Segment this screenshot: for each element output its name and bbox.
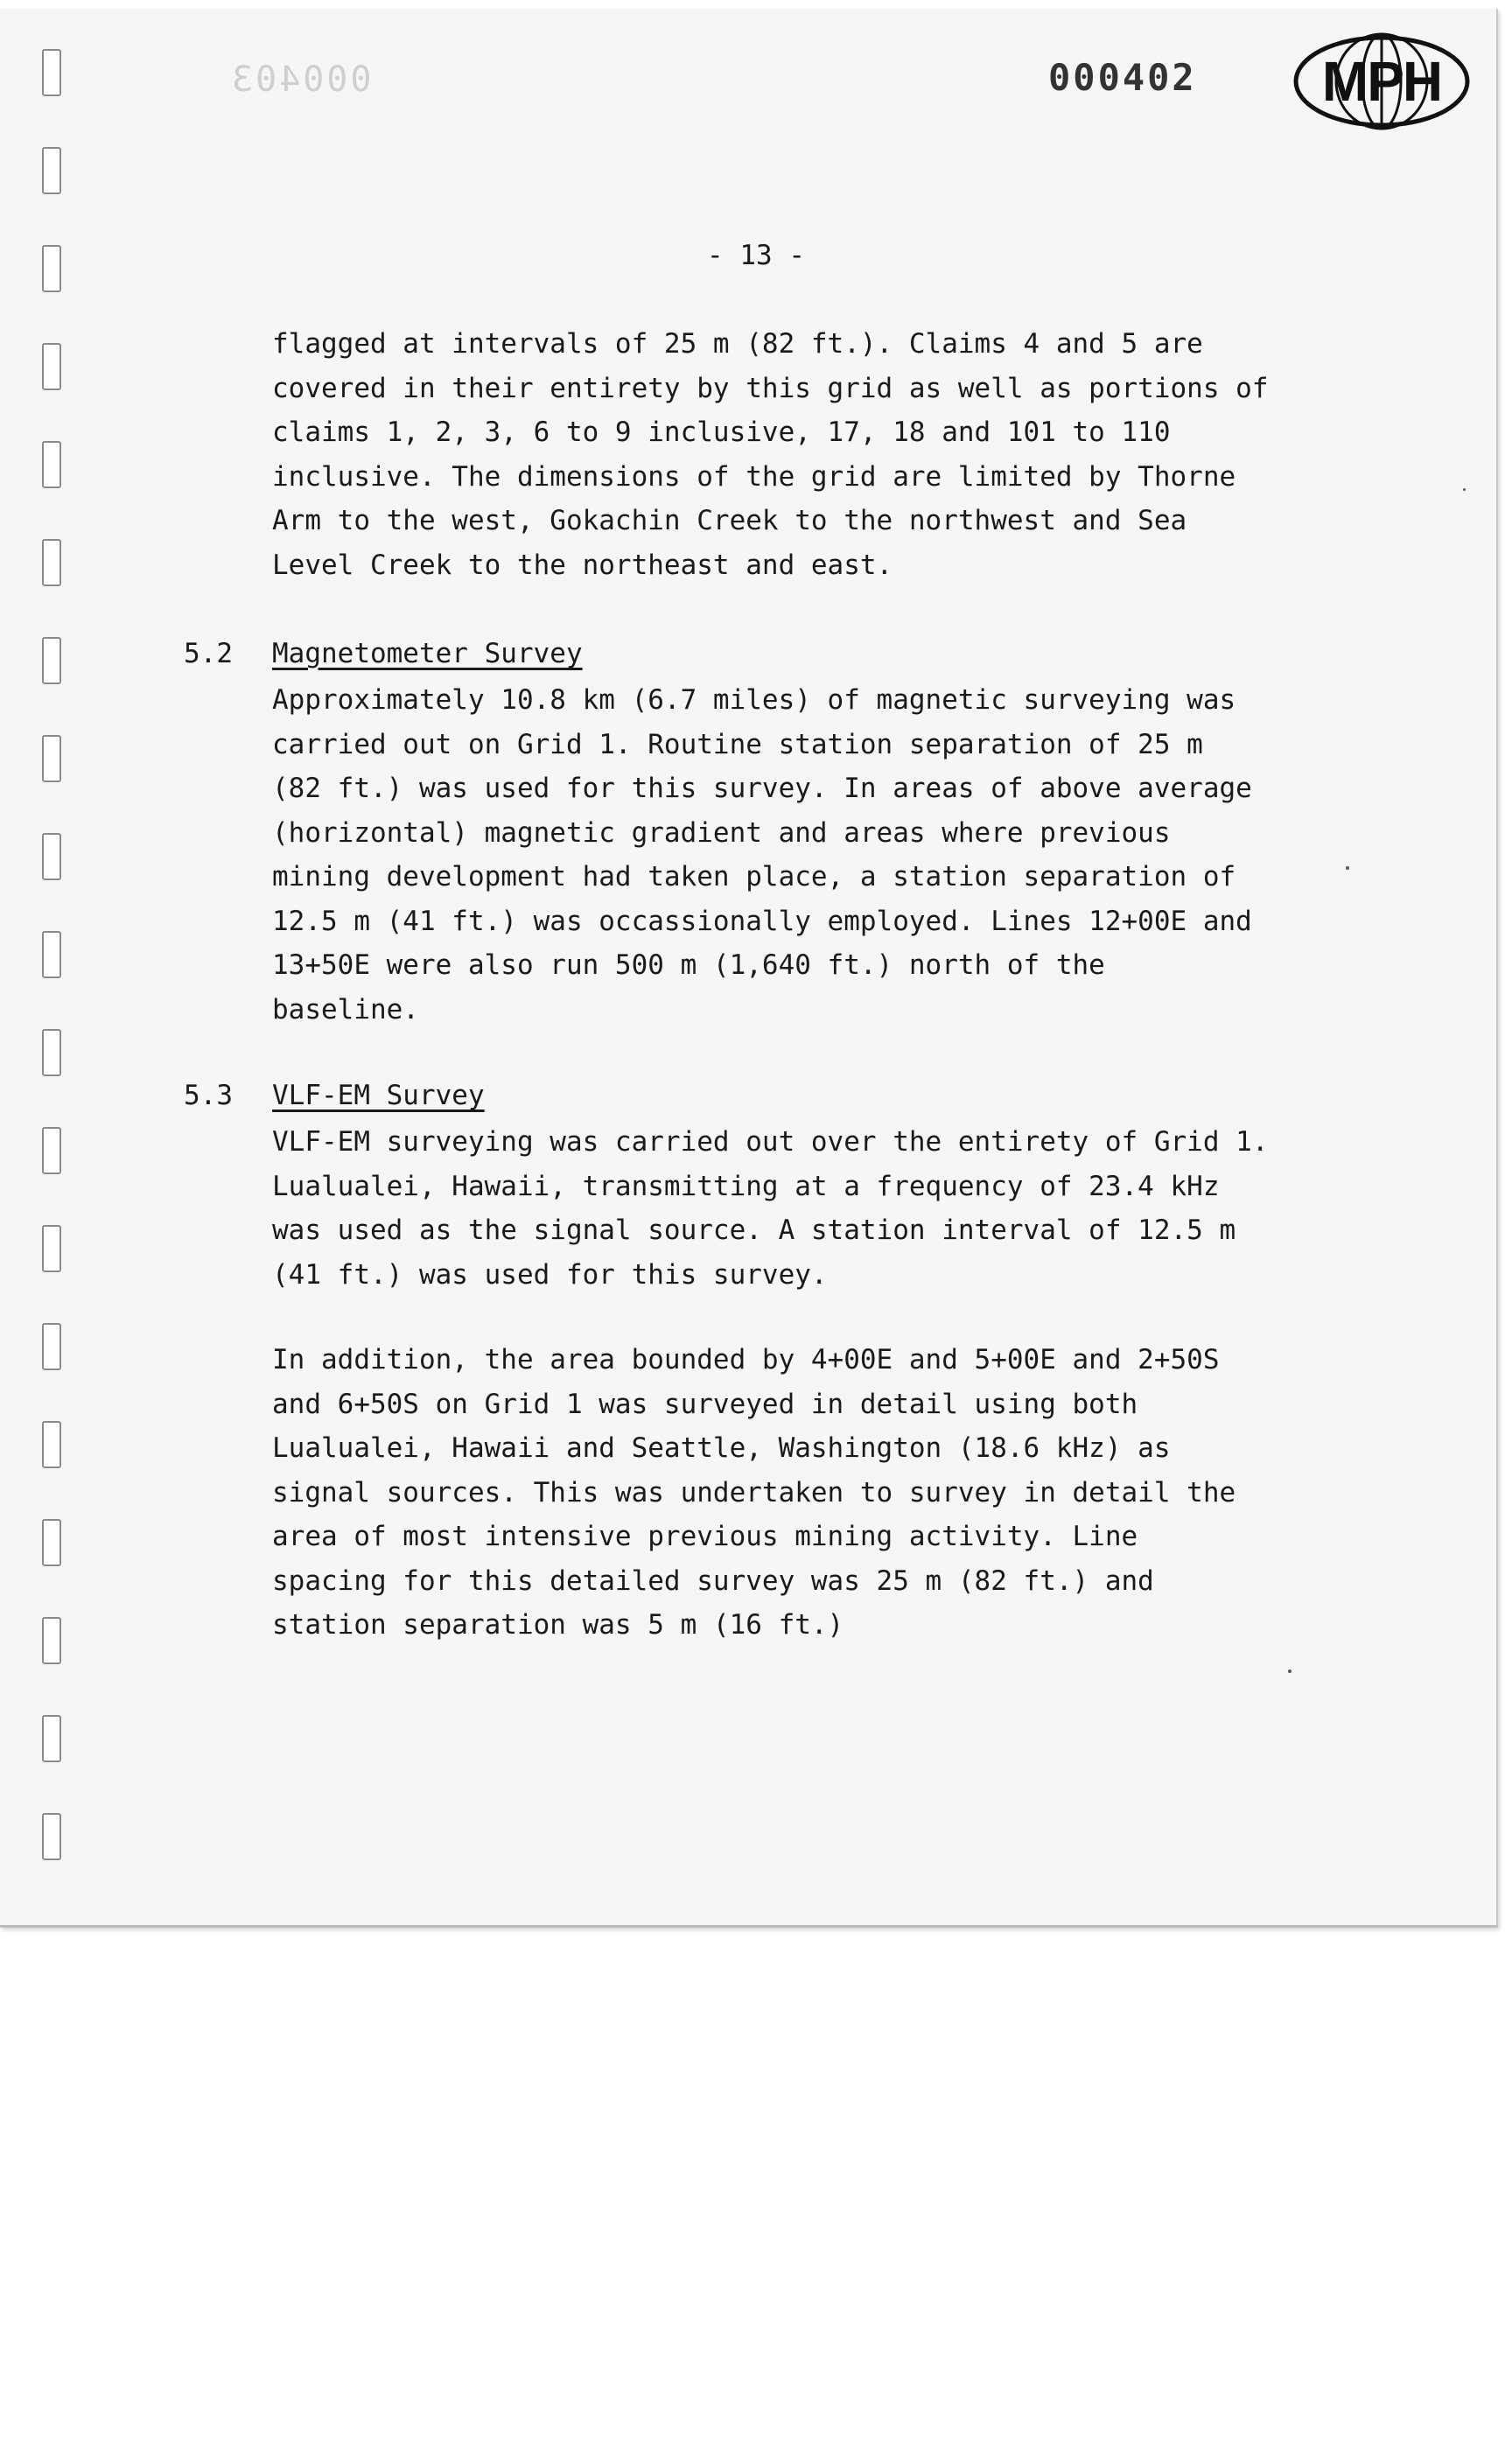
text-line: was used as the signal source. A station interval of 12.5 m [272, 1214, 1236, 1246]
text-line: inclusive. The dimensions of the grid are limited by Thorne [272, 460, 1236, 493]
text-line: 13+50E were also run 500 m (1,640 ft.) north of the [272, 949, 1105, 981]
text-line: Lualualei, Hawaii and Seattle, Washington (18.6 kHz) as [272, 1432, 1171, 1464]
section-number: 5.3 [184, 1080, 233, 1111]
vlf-em-detail-paragraph [272, 1338, 1410, 1648]
punch-hole [42, 441, 61, 488]
punch-hole [42, 637, 61, 684]
punch-hole [42, 1617, 61, 1664]
bleed-through-stamp: 000403 [229, 60, 372, 100]
scan-speck [1463, 488, 1466, 491]
text-line: flagged at intervals of 25 m (82 ft.). Claims 4 and 5 are [272, 328, 1203, 360]
text-line: claims 1, 2, 3, 6 to 9 inclusive, 17, 18 and 101 to 110 [272, 416, 1171, 448]
punch-hole [42, 931, 61, 978]
page-number: - 13 - [707, 240, 805, 271]
text-line: signal sources. This was undertaken to survey in detail the [272, 1476, 1236, 1508]
text-line: Lualualei, Hawaii, transmitting at a frequency of 23.4 kHz [272, 1170, 1220, 1202]
intro-paragraph [272, 322, 1410, 587]
text-line: baseline. [272, 993, 419, 1026]
text-line: Arm to the west, Gokachin Creek to the northwest and Sea [272, 505, 1187, 536]
logo-text: MPH [1321, 50, 1442, 113]
magnetometer-paragraph [272, 678, 1410, 1032]
section-heading: VLF-EM Survey [272, 1080, 485, 1111]
punch-hole [42, 1127, 61, 1174]
scan-speck [1346, 866, 1349, 870]
punch-hole [42, 49, 61, 96]
vlf-em-paragraph [272, 1120, 1410, 1297]
punch-hole [42, 1715, 61, 1762]
punch-hole [42, 833, 61, 880]
punch-hole [42, 1225, 61, 1272]
punch-hole [42, 735, 61, 782]
punch-hole [42, 1421, 61, 1468]
text-line: and 6+50S on Grid 1 was surveyed in detail using both [272, 1388, 1138, 1420]
text-line: carried out on Grid 1. Routine station separation of 25 m [272, 728, 1203, 760]
punch-hole [42, 1323, 61, 1370]
section-heading: Magnetometer Survey [272, 638, 583, 669]
section-number: 5.2 [184, 638, 233, 669]
punch-hole [42, 1813, 61, 1860]
text-line: covered in their entirety by this grid as well as portions of [272, 372, 1269, 404]
text-line: (horizontal) magnetic gradient and areas where previous [272, 816, 1171, 849]
punch-hole [42, 1029, 61, 1076]
text-line: 12.5 m (41 ft.) was occassionally employed. Lines 12+00E and [272, 905, 1252, 937]
punch-hole [42, 147, 61, 194]
text-line: station separation was 5 m (16 ft.) [272, 1609, 844, 1641]
text-line: mining development had taken place, a station separation of [272, 861, 1236, 892]
text-line: VLF-EM surveying was carried out over the entirety of Grid 1. [272, 1126, 1269, 1158]
document-page [0, 9, 1498, 1928]
text-line: area of most intensive previous mining activity. Line [272, 1521, 1138, 1552]
text-line: Level Creek to the northeast and east. [272, 549, 893, 581]
text-line: In addition, the area bounded by 4+00E and 5+00E and 2+50S [272, 1344, 1220, 1376]
scan-speck [1288, 1670, 1292, 1673]
text-line: (41 ft.) was used for this survey. [272, 1258, 828, 1291]
text-line: Approximately 10.8 km (6.7 miles) of magnetic surveying was [272, 684, 1236, 716]
document-number-stamp: 000402 [1048, 56, 1197, 99]
text-line: (82 ft.) was used for this survey. In areas of above average [272, 773, 1252, 804]
mph-logo [1292, 30, 1472, 133]
punch-hole [42, 343, 61, 390]
punch-hole [42, 1519, 61, 1566]
text-line: spacing for this detailed survey was 25 m (82 ft.) and [272, 1564, 1154, 1597]
punch-hole [42, 539, 61, 586]
